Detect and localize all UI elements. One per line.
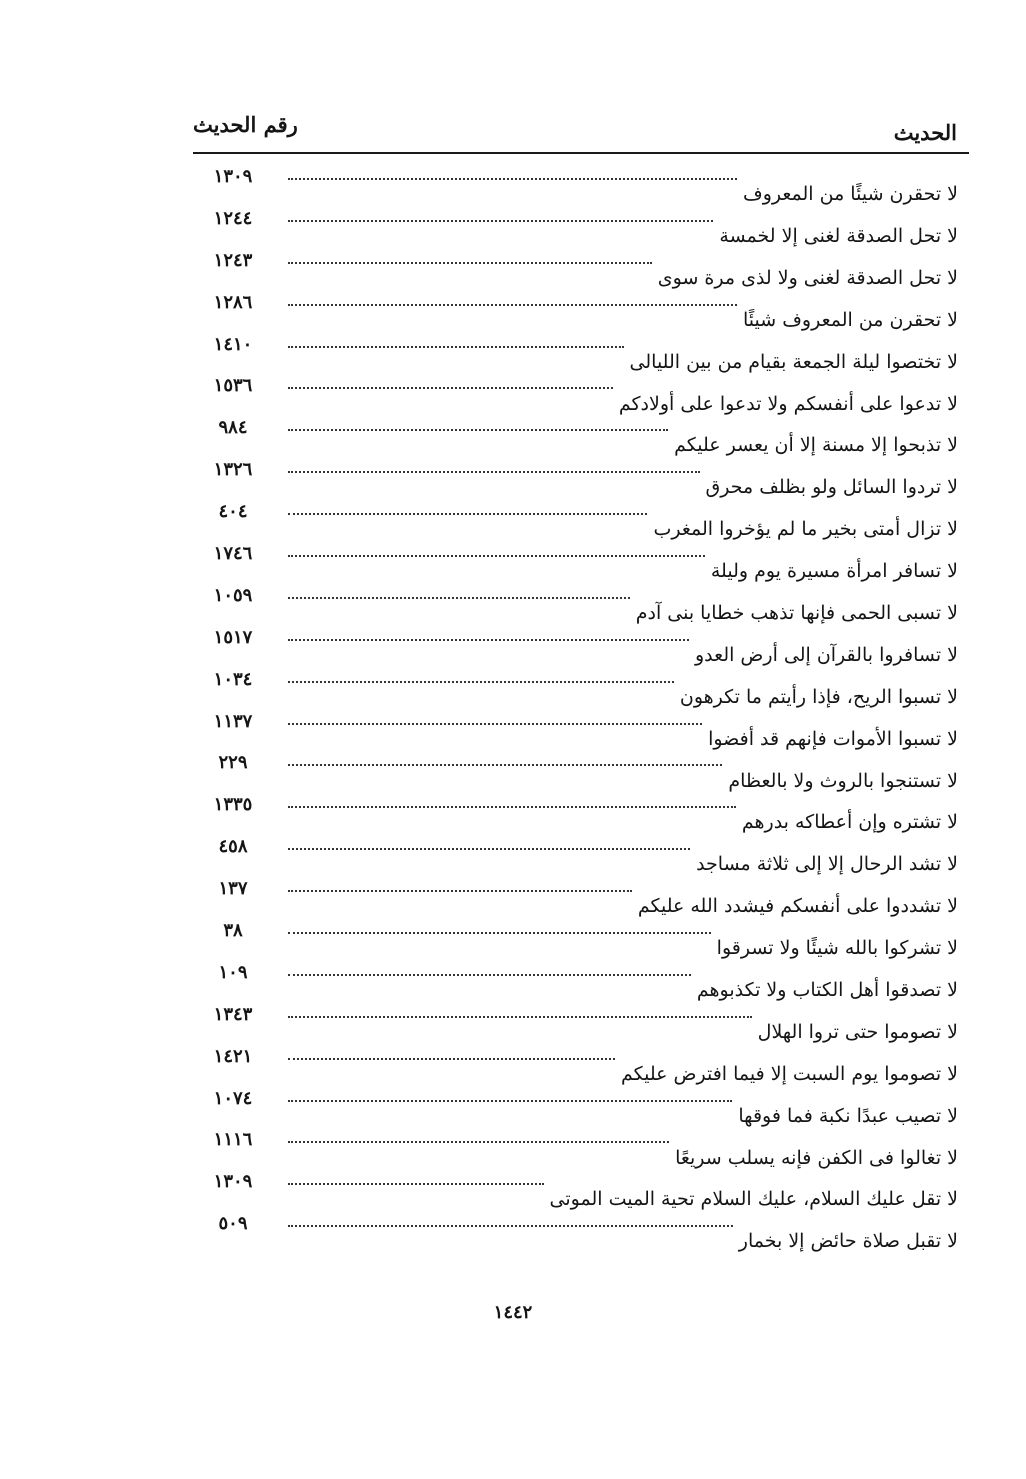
index-entry [196,1213,958,1255]
hadith-number: ١٣٢٦ [213,459,253,481]
hadith-text: لا تسبوا الريح، فإذا رأيتم ما تكرهون [679,685,958,708]
dot-leader [288,639,689,641]
hadith-number: ١١١٦ [213,1129,253,1151]
hadith-text: لا تصوموا يوم السبت إلا فيما افترض عليكم [621,1062,958,1085]
hadith-text: لا تشركوا بالله شيئًا ولا تسرقوا [716,937,958,960]
dot-leader [288,1058,615,1060]
index-entry [196,669,958,711]
dot-leader [288,304,737,306]
hadith-text: لا تسافر امرأة مسيرة يوم وليلة [710,560,958,583]
dot-leader [288,346,624,348]
hadith-number: ٣٨ [223,920,243,942]
index-entry [196,375,958,417]
hadith-number: ١٠٣٤ [213,668,253,690]
column-header-hadith-number: رقم الحديث [193,112,298,137]
hadith-number: ١٠٩ [218,961,248,983]
hadith-number: ١٣٠٩ [213,166,253,187]
dot-leader [288,220,713,222]
index-entry [196,501,958,543]
dot-leader [288,429,668,431]
dot-leader [288,974,691,976]
hadith-number: ١٢٤٤ [213,207,253,229]
hadith-number: ٤٠٤ [218,501,248,523]
index-entry [196,627,958,669]
hadith-number: ٢٢٩ [218,752,248,774]
dot-leader [288,806,736,808]
index-entry [196,417,958,459]
index-entry [196,752,958,794]
index-entry [196,1171,958,1213]
hadith-text: لا تحقرن شيئًا من المعروف [743,183,958,206]
index-entry [196,962,958,1004]
index-entry [196,166,958,208]
hadith-text: لا تشتره وإن أعطاكه بدرهم [741,811,958,834]
hadith-number: ٩٨٤ [218,417,248,439]
hadith-number: ١٥٣٦ [213,375,253,397]
hadith-text: لا تحل الصدقة لغنى ولا لذى مرة سوى [657,266,958,289]
index-entry [196,836,958,878]
hadith-number: ١١٣٧ [213,710,253,732]
page-number: ١٤٤٢ [493,1302,533,1323]
hadith-text: لا تسبى الحمى فإنها تذهب خطايا بنى آدم [635,602,958,624]
dot-leader [288,1183,544,1185]
index-entry [196,1046,958,1088]
hadith-number: ١٤٢١ [213,1045,253,1067]
hadith-number: ١٢٤٣ [213,249,253,271]
dot-leader [288,848,690,850]
dot-leader [288,555,705,557]
hadith-text: لا تزال أمتى بخير ما لم يؤخروا المغرب [653,518,958,541]
hadith-number: ١٥١٧ [213,626,253,648]
dot-leader [288,681,674,683]
hadith-number: ١٤١٠ [213,333,253,355]
hadith-number: ١٣٣٥ [213,794,253,816]
header-divider [193,152,969,154]
hadith-text: لا تصيب عبدًا نكبة فما فوقها [738,1104,958,1127]
hadith-text: لا تشددوا على أنفسكم فيشدد الله عليكم [637,895,958,918]
hadith-text: لا تستنجوا بالروث ولا بالعظام [728,769,958,792]
hadith-number: ١٢٨٦ [213,291,253,313]
dot-leader [288,1016,752,1018]
index-entry [196,250,958,292]
hadith-text: لا تسافروا بالقرآن إلى أرض العدو [695,643,958,666]
hadith-number: ١٣٤٣ [213,1003,253,1025]
dot-leader [288,890,632,892]
index-entry [196,208,958,250]
hadith-text: لا تذبحوا إلا مسنة إلا أن يعسر عليكم [674,434,958,457]
hadith-number: ١٣٠٩ [213,1171,253,1193]
hadith-text: لا تسبوا الأموات فإنهم قد أفضوا [708,727,958,750]
index-entry [196,292,958,334]
hadith-index-list [196,166,958,1255]
dot-leader [288,1225,733,1227]
index-entry [196,878,958,920]
hadith-text: لا تقل عليك السلام، عليك السلام تحية الميت الموتى [549,1188,958,1211]
hadith-text: لا تصوموا حتى تروا الهلال [757,1020,958,1043]
dot-leader [288,513,647,515]
hadith-number: ١٠٥٩ [213,584,253,606]
column-header-hadith: الحديث [893,120,957,145]
index-entry [196,1129,958,1171]
hadith-number: ١٠٧٤ [213,1087,253,1109]
index-entry [196,794,958,836]
hadith-text: لا تصدقوا أهل الكتاب ولا تكذبوهم [696,979,958,1002]
hadith-text: لا تشد الرحال إلا إلى ثلاثة مساجد [696,853,958,876]
dot-leader [288,1100,732,1102]
dot-leader [288,471,700,473]
index-header [193,112,969,152]
hadith-text: لا تقبل صلاة حائض إلا بخمار [738,1230,958,1253]
index-entry [196,459,958,501]
dot-leader [288,387,613,389]
dot-leader [288,932,711,934]
index-entry [196,334,958,376]
hadith-text: لا تردوا السائل ولو بظلف محرق [705,476,958,499]
hadith-number: ١٣٧ [218,878,248,900]
dot-leader [288,262,652,264]
hadith-text: لا تحل الصدقة لغنى إلا لخمسة [719,224,958,247]
index-entry [196,1004,958,1046]
hadith-number: ١٧٤٦ [213,543,253,565]
dot-leader [288,597,630,599]
dot-leader [288,1141,669,1143]
index-entry [196,1088,958,1130]
hadith-text: لا تختصوا ليلة الجمعة بقيام من بين الليالى [629,350,958,373]
hadith-text: لا تغالوا فى الكفن فإنه يسلب سريعًا [675,1146,958,1169]
hadith-text: لا تحقرن من المعروف شيئًا [743,308,958,331]
index-entry [196,920,958,962]
index-entry [196,543,958,585]
dot-leader [288,178,737,180]
hadith-number: ٥٠٩ [218,1213,248,1235]
index-entry [196,711,958,753]
dot-leader [288,764,722,766]
index-entry [196,585,958,627]
hadith-number: ٤٥٨ [218,836,248,858]
hadith-text: لا تدعوا على أنفسكم ولا تدعوا على أولادكم [618,392,958,415]
dot-leader [288,723,702,725]
